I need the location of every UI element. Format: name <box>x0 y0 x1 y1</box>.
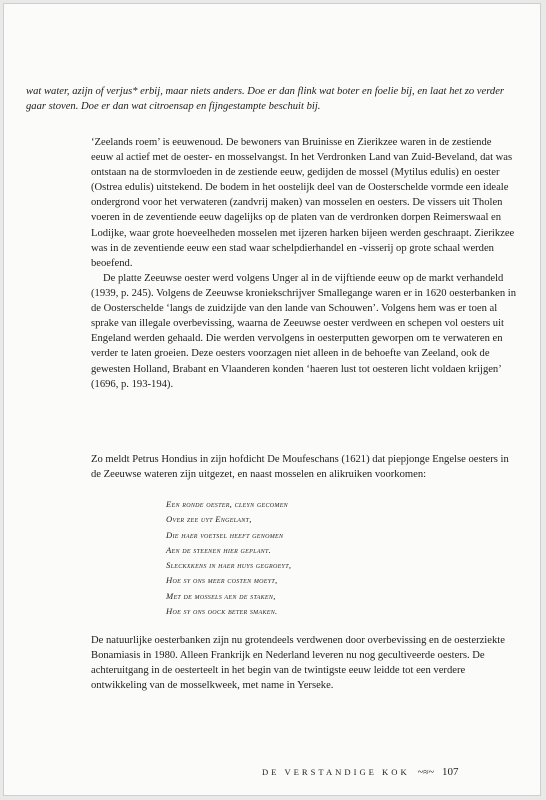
poem-line: Sleckxkens in haer huys gegroeyt, <box>166 560 292 571</box>
paragraph-zeelands-roem: ‘Zeelands roem’ is eeuwenoud. De bewoners van Bruinisse en Zierikzee waren in de zestiende eeuw al actief met de oester- en mosselvangst. In het Verdronken Land van Zuid-Beveland, dat was ontstaan na de stormvloeden in de zestiende eeuw, gedijden de mossel (Mytilus edulis) en oester (Ostrea edulis) uitstekend. De bodem in het oostelijk deel van de Oosterschelde vormde een ideale ondergrond voor het verwateren (zandvrij maken) van mosselen en oesters. De vissers uit Tholen voeren in de zeventiende eeuw dagelijks op de platen van de verdronken dorpen Reimerswaal en Lodijke, waar grote hoeveelheden mosselen met ijzeren harken bijeen werden geschraapt. Zierikzee was in de zeventiende eeuw een stad waar schelpdierhandel en -visserij op grote schaal werden beoefend. <box>91 137 515 269</box>
recipe-intro-text: wat water, azijn of verjus* erbij, maar niets anders. Doe er dan flink wat boter en foelie bij, en laat het zo verder gaar stoven. Doe er dan wat citroensap en fijngestampte beschuit bij. <box>26 86 505 112</box>
paragraph-platte-oester: De platte Zeeuwse oester werd volgens Unger al in de vijftiende eeuw op de markt verhandeld (1939, p. 245). Volgens de Zeeuwse kroniekschrijver Smallegange waren er in 1620 oesterbanken in de Oosterschelde ‘langs de zuidzijde van den lande van Schouwen’. Volgens hem was er toen al sprake van illegale overbevissing, waarna de Zeeuwse oester verdween en schepen vol oesters uit Engeland werden gehaald. Die werden vervolgens in oesterputten geworpen om te verwateren en verder te laten groeien. Deze oesters voorzagen niet alleen in de behoefte van Zeeland, ook de gewesten Holland, Brabant en Vlaanderen konden ‘haeren lust tot oesteren licht voldaen krijgen’ (1696, p. 193-194). <box>91 273 517 390</box>
paragraph-hondius: Zo meldt Petrus Hondius in zijn hofdicht De Moufeschans (1621) dat piepjonge Engelse oesters in de Zeeuwse wateren zijn uitgezet, en naast mosselen en alikruiken voorkomen: <box>91 454 509 481</box>
paragraph-oesterbanken: De natuurlijke oesterbanken zijn nu grotendeels verdwenen door overbevissing en de oesterziekte Bonamiasis in 1980. Alleen Frankrijk en Nederland leveren nu nog gecultiveerde oesters. De achteruitgang in de oesterteelt in het begin van de twintigste eeuw leidde tot een verdere ontwikkeling van de mosselkweek, met name in Yerseke. <box>91 635 505 692</box>
poem-line: Hoe sy ons oock beter smaken. <box>166 606 278 617</box>
poem-line: Een ronde oester, cleyn gecomen <box>166 499 288 509</box>
page-number: 107 <box>442 766 459 778</box>
running-title: DE VERSTANDIGE KOK <box>262 767 410 777</box>
poem <box>166 497 291 619</box>
poem-line: Met de mossels aen de staken, <box>166 590 276 601</box>
book-page <box>3 3 541 796</box>
wave-ornament-icon: ~≈~ <box>417 766 434 778</box>
page-footer <box>262 766 459 778</box>
poem-line: Hoe sy ons meer costen moeyt, <box>166 575 278 586</box>
poem-line: Die haer voetsel heeft genomen <box>166 529 284 540</box>
poem-line: Over zee uyt Engelant, <box>166 514 252 525</box>
poem-line: Aen de steenen hier geplant. <box>166 544 272 555</box>
